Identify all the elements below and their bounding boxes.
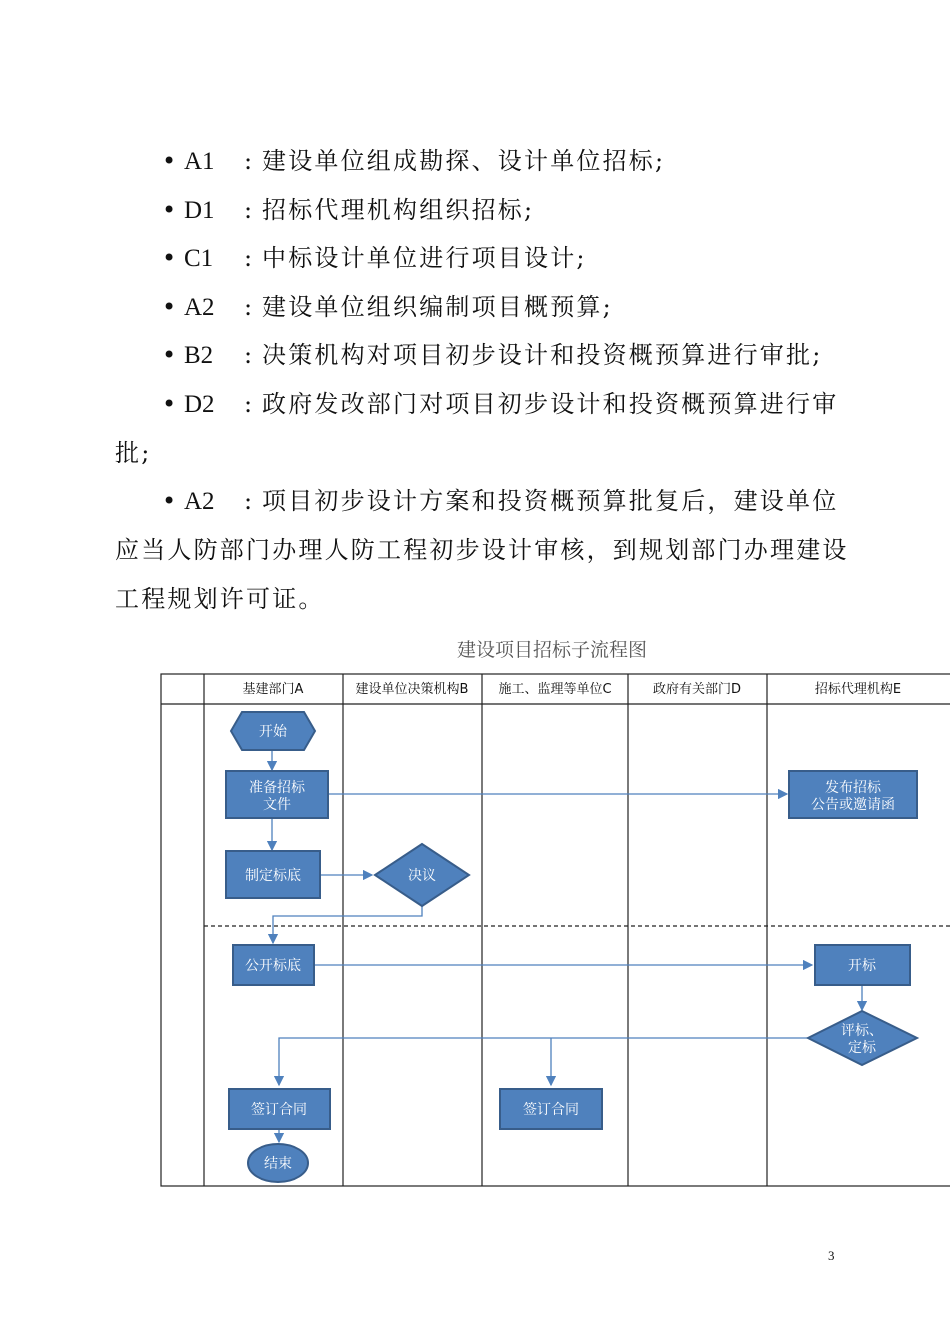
bullet-mark: •: [162, 390, 179, 418]
item-text: 决策机构对项目初步设计和投资概预算进行审批;: [262, 341, 823, 369]
lane-header-a: 基建部门A: [242, 682, 304, 697]
start-label: 开始: [259, 724, 287, 740]
swimlane-flowchart: [0, 630, 950, 1190]
bullet-item-2: [162, 194, 534, 227]
bullet-mark: •: [162, 487, 179, 515]
item-text: 建设单位组织编制项目概预算;: [262, 293, 613, 321]
diagram-title: 建设项目招标子流程图: [456, 639, 648, 661]
evaluate-label-line2: 定标: [848, 1040, 876, 1056]
item-code: D2: [184, 391, 215, 418]
bullet-item-6-continuation: 批;: [115, 439, 152, 467]
open-bid-label: 开标: [848, 958, 876, 974]
sign-c-label: 签订合同: [523, 1102, 579, 1118]
item-colon: :: [243, 244, 253, 272]
set-base-label: 制定标底: [245, 868, 301, 884]
page-number: 3: [828, 1248, 835, 1263]
bullet-item-7-continuation-2: 工程规划许可证。: [115, 585, 325, 613]
item-code: A2: [184, 294, 215, 321]
item-code: A2: [184, 488, 215, 515]
item-text: 政府发改部门对项目初步设计和投资概预算进行审: [262, 390, 839, 418]
decide-label: 决议: [408, 868, 436, 884]
bullet-item-7-continuation-1: 应当人防部门办理人防工程初步设计审核，到规划部门办理建设: [115, 536, 849, 564]
bullet-item-4: [162, 291, 613, 324]
prepare-label-line1: 准备招标: [249, 780, 305, 796]
item-code: A1: [184, 148, 215, 175]
item-colon: :: [243, 196, 253, 224]
item-text: 建设单位组成勘探、设计单位招标;: [262, 147, 666, 175]
bullet-mark: •: [162, 147, 179, 175]
bullet-item-7: [162, 485, 838, 518]
arrow-decide-to-publicize: [273, 906, 422, 943]
bullet-mark: •: [162, 196, 179, 224]
bullet-mark: •: [162, 293, 179, 321]
item-colon: :: [243, 487, 253, 515]
item-text: 中标设计单位进行项目设计;: [262, 244, 587, 272]
lane-header-b: 建设单位决策机构B: [355, 682, 469, 697]
lane-header-e: 招标代理机构E: [814, 682, 902, 697]
item-text: 项目初步设计方案和投资概预算批复后，建设单位: [262, 487, 839, 515]
bullet-item-5: [162, 339, 822, 372]
item-colon: :: [243, 293, 253, 321]
arrow-evaluate-to-sign-a: [279, 1038, 808, 1085]
bullet-item-3: [162, 242, 587, 275]
lane-header-d: 政府有关部门D: [652, 682, 742, 697]
end-label: 结束: [264, 1156, 292, 1172]
prepare-label-line2: 文件: [263, 797, 291, 813]
item-colon: :: [243, 147, 253, 175]
bullet-item-6: [162, 388, 838, 421]
bullet-item-1: [162, 145, 665, 178]
item-colon: :: [243, 390, 253, 418]
item-text: 招标代理机构组织招标;: [262, 196, 535, 224]
lane-header-c: 施工、监理等单位C: [498, 682, 612, 697]
bullet-mark: •: [162, 341, 179, 369]
item-code: C1: [184, 245, 214, 272]
publish-label-line2: 公告或邀请函: [811, 797, 895, 813]
evaluate-label-line1: 评标、: [841, 1023, 883, 1039]
item-colon: :: [243, 341, 253, 369]
sign-a-label: 签订合同: [251, 1102, 307, 1118]
bullet-mark: •: [162, 244, 179, 272]
publicize-label: 公开标底: [245, 958, 301, 974]
item-code: D1: [184, 197, 215, 224]
publish-label-line1: 发布招标: [825, 780, 881, 796]
item-code: B2: [184, 342, 214, 369]
